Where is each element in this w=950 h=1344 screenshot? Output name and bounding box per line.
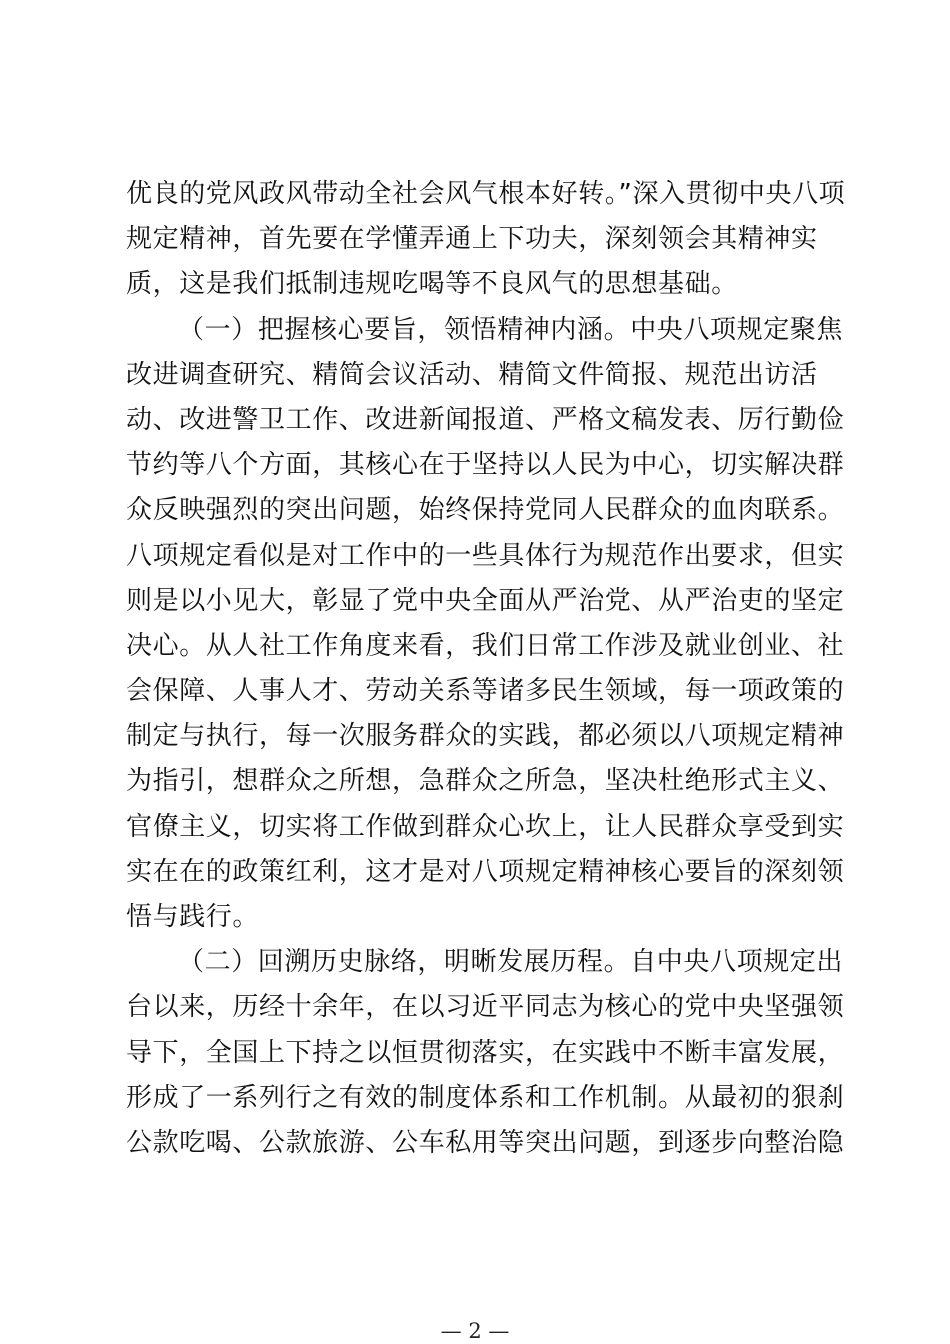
text-line: 官僚主义，切实将工作做到群众心坎上，让人民群众享受到实 [126, 811, 845, 842]
text-line: 规定精神，首先要在学懂弄通上下功夫，深刻领会其精神实 [126, 224, 818, 255]
text-line: 悟与践行。 [126, 902, 260, 932]
text-line: 八项规定看似是对工作中的一些具体行为规范作出要求，但实 [126, 540, 845, 571]
page-number: — 2 — [440, 1319, 510, 1343]
text-line: 节约等八个方面，其核心在于坚持以人民为中心，切实解决群 [126, 450, 845, 481]
text-line: 为指引，想群众之所想，急群众之所急，坚决杜绝形式主义、 [126, 766, 845, 797]
text-line: 台以来，历经十余年，在以习近平同志为核心的党中央坚强领 [126, 992, 845, 1023]
text-line: 优良的党风政风带动全社会风气根本好转。”深入贯彻中央八项 [126, 179, 846, 209]
text-line: 公款吃喝、公款旅游、公车私用等突出问题，到逐步向整治隐 [126, 1127, 845, 1158]
text-line: 会保障、人事人才、劳动关系等诸多民生领域，每一项政策的 [126, 676, 845, 707]
text-line: 导下，全国上下持之以恒贯彻落实，在实践中不断丰富发展， [126, 1037, 845, 1068]
text-line: 形成了一系列行之有效的制度体系和工作机制。从最初的狠刹 [126, 1082, 845, 1113]
text-line: 则是以小见大，彰显了党中央全面从严治党、从严治吏的坚定 [126, 585, 845, 616]
body-text [126, 172, 846, 1166]
text-line: （二）回溯历史脉络，明晰发展历程。自中央八项规定出 [178, 947, 844, 978]
text-line: 实在在的政策红利，这才是对八项规定精神核心要旨的深刻领 [126, 856, 845, 887]
text-line: 制定与执行，每一次服务群众的实践，都必须以八项规定精神 [126, 721, 845, 752]
text-line: 动、改进警卫工作、改进新闻报道、严格文稿发表、厉行勤俭 [126, 404, 845, 435]
text-line: （一）把握核心要旨，领悟精神内涵。中央八项规定聚焦 [178, 314, 844, 345]
text-line: 质，这是我们抵制违规吃喝等不良风气的思想基础。 [126, 269, 738, 300]
text-line: 众反映强烈的突出问题，始终保持党同人民群众的血肉联系。 [126, 495, 845, 526]
text-line: 改进调查研究、精简会议活动、精简文件简报、规范出访活 [126, 359, 818, 390]
text-line: 决心。从人社工作角度来看，我们日常工作涉及就业创业、社 [126, 630, 845, 661]
